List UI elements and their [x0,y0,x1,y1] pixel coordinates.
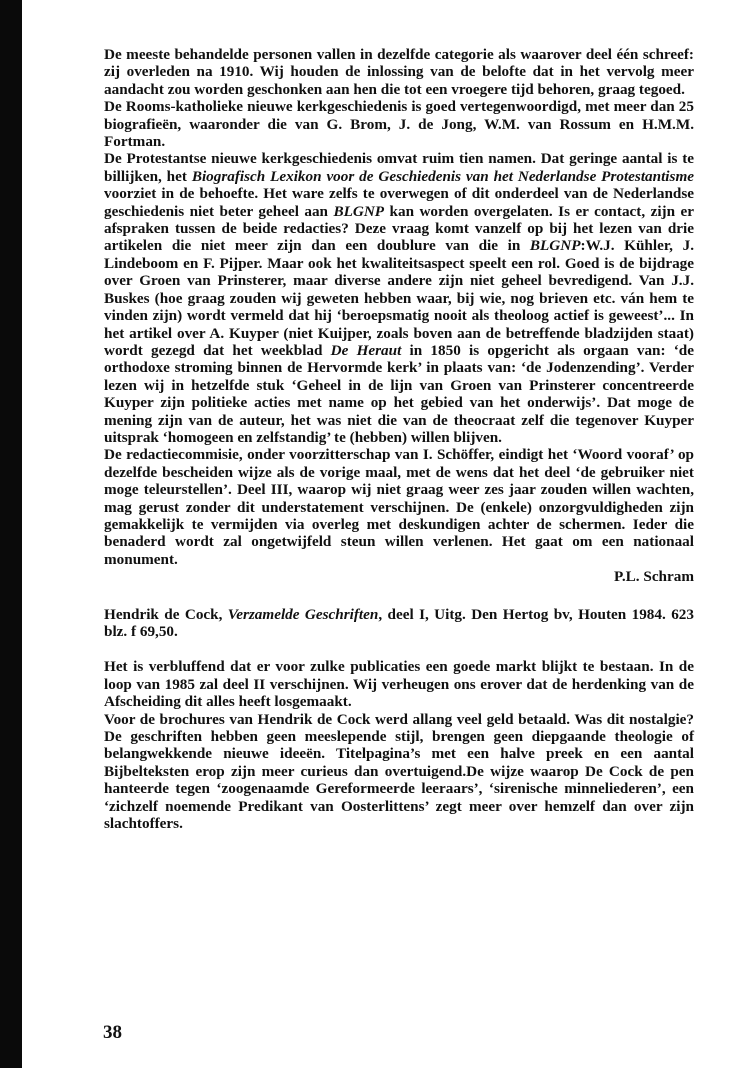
paragraph: De Rooms-katholieke nieuwe kerkgeschiedenis is goed vertegenwoordigd, met meer dan 25 biografieën, waaronder die van G. Brom, J. de Jong, W.M. van Rossum en H.M.M. Fortman. [104,98,694,151]
binding-edge [0,0,22,1068]
paragraph: De redactiecommisie, onder voorzitterschap van I. Schöffer, eindigt het ‘Woord vooraf’ op dezelfde bescheiden wijze als de vorige maal, met de wens dat het deel ‘de gebruiker niet moge teleurstellen’. Deel III, waarop wij niet graag weer zes jaar zouden willen wachten, mag gerust zonder dit understatement verschijnen. De (enkele) onzorgvuldigheden zijn gemakkelijk te vermijden via overleg met deskundigen achter de schermen. Ieder die benaderd wordt zal ongetwijfeld steun willen verlenen. Het gaat om een nationaal monument. [104,446,694,568]
paragraph: De meeste behandelde personen vallen in dezelfde categorie als waarover deel één schreef: zij overleden na 1910. Wij houden de inlossing van de belofte dat in het vervolg meer aandacht zou worden geschonken aan hen die tot een vroegere tijd behoren, graag tegoed. [104,46,694,98]
book-title: BLGNP [529,237,581,255]
book-title: Verzamelde Geschriften [227,605,379,623]
paragraph: De Protestantse nieuwe kerkgeschiedenis omvat ruim tien namen. Dat geringe aantal is te billijken, het Biografisch Lexikon voor de Geschiedenis van het Nederlandse Protestantisme voorziet in de behoefte. Het ware zelfs te overwegen of dit onderdeel van de Nederlandse geschiedenis niet beter geheel aan BLGNP kan worden overgelaten. Is er contact, zijn er afspraken tussen de beide redacties? Deze vraag komt vanzelf op bij het lezen van drie artikelen die niet meer zijn dan een doublure van die in BLGNP:W.J. Kühler, J. Lindeboom en F. Pijper. Maar ook het kwaliteitsaspect speelt een rol. Goed is de bijdrage over Groen van Prinsterer, maar diverse andere zijn niet geheel bevredigend. Van J.J. Buskes (hoe graag zouden wij geweten hebben waar, bij wie, nog brieven etc. ván hem te vinden zijn) wordt vermeld dat hij ‘beroepsmatig nooit als theoloog actief is geweest’... In het artikel over A. Kuyper (niet Kuijper, zoals boven aan de betreffende bladzijden staat) wordt gezegd dat het weekblad De Heraut in 1850 is opgericht als orgaan van: ‘de orthodoxe stroming binnen de Hervormde kerk’ in plaats van: ‘de Jodenzending’. Verder lezen wij in hetzelfde stuk ‘Geheel in de lijn van Groen van Prinsterer concentreerde Kuyper zijn politieke acties met name op het gebied van het onderwijs’. Dat moge de mening zijn van de auteur, het was niet die van de theocraat zelf die tegenover Kuyper uitsprak ‘homogeen en zelfstandig’ te (hebben) willen blijven. [104,150,694,446]
book-title: Biografisch Lexikon voor de Geschiedenis van het Nederlandse Protestantisme [191,167,694,185]
periodical-title: De Heraut [330,341,402,359]
paragraph: Het is verbluffend dat er voor zulke publicaties een goede markt blijkt te bestaan. In de loop van 1985 zal deel II verschijnen. Wij verheugen ons erover dat de herdenking van de Afscheiding dit alles heeft losgemaakt. [104,658,694,711]
page-number: 38 [103,1022,122,1043]
paragraph: Voor de brochures van Hendrik de Cock werd allang veel geld betaald. Was dit nostalgie? De geschriften hebben geen meeslepende stijl, brengen geen diepgaande theologie of belangwekkende nieuwe ideeën. Titelpagina’s met een halve preek en een aantal Bijbelteksten erop zijn meer curieus dan overtuigend.De wijze waarop De Cock de pen hanteerde tegen ‘zoogenaamde Gereformeerde leeraars’, ‘sirenische minneliederen’, een ‘zichzelf noemende Predikant van Oosterlittens’ zegt meer over hemzelf dan over zijn slachtoffers. [104,710,694,833]
document-page [104,46,694,832]
review-heading: Hendrik de Cock, Verzamelde Geschriften, deel I, Uitg. Den Hertog bv, Houten 1984. 623 blz. f 69,50. [104,605,694,640]
author-signature: P.L. Schram [613,568,694,586]
book-title: BLGNP [333,202,385,220]
